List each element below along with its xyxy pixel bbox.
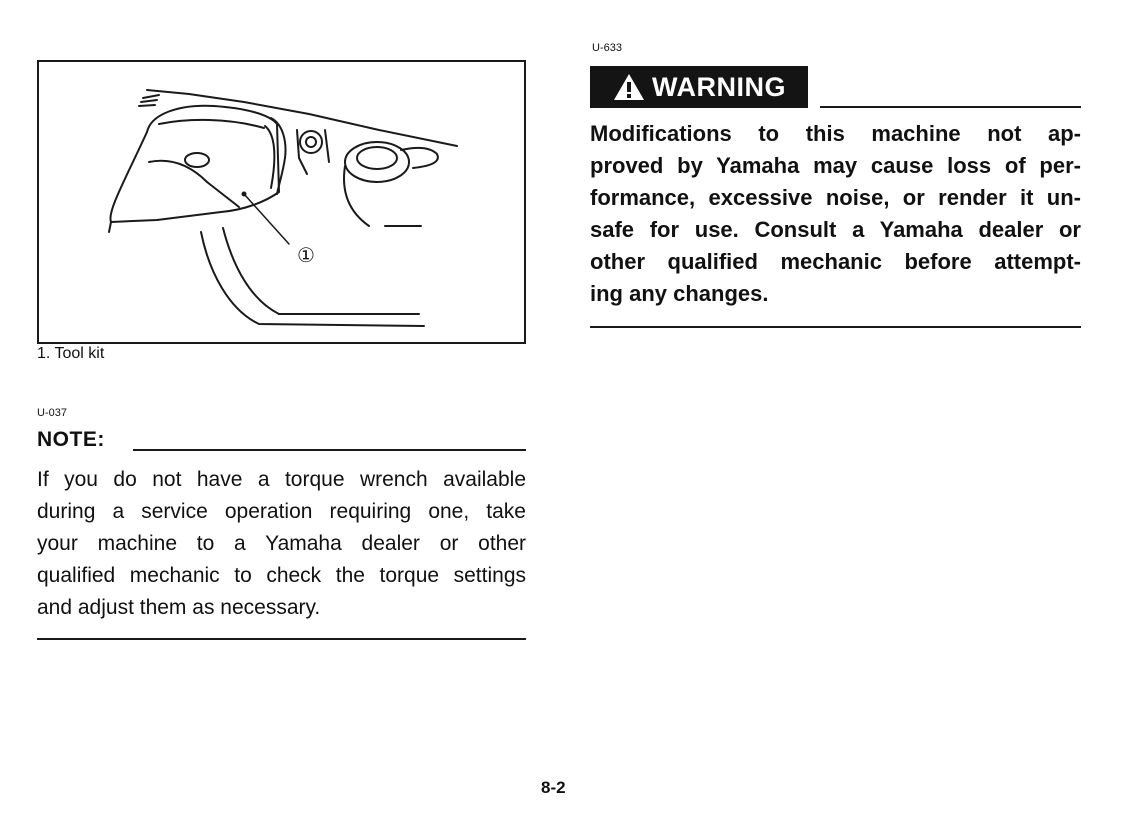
warning-line: safe for use. Consult a Yamaha dealer or	[590, 217, 1081, 242]
note-line: If you do not have a torque wrench available	[37, 468, 526, 491]
warning-code: U-633	[592, 42, 622, 54]
callout-number: ①	[297, 243, 315, 267]
tool-kit-figure	[37, 60, 526, 344]
note-line: your machine to a Yamaha dealer or other	[37, 532, 526, 555]
warning-heading-rule	[820, 106, 1081, 108]
warning-line: other qualified mechanic before attempt-	[590, 249, 1081, 274]
note-line: during a service operation requiring one, take	[37, 500, 526, 523]
figure-caption: 1. Tool kit	[37, 345, 105, 362]
tool-kit-illustration	[39, 62, 524, 342]
note-code: U-037	[37, 407, 67, 419]
note-line: and adjust them as necessary.	[37, 596, 321, 619]
warning-line: formance, excessive noise, or render it un-	[590, 185, 1081, 210]
page-number: 8-2	[541, 778, 566, 797]
note-line: qualified mechanic to check the torque settings	[37, 564, 526, 587]
warning-line: Modifications to this machine not ap-	[590, 121, 1081, 146]
warning-title: WARNING	[652, 71, 786, 102]
note-heading: NOTE:	[37, 428, 105, 451]
note-heading-rule	[133, 449, 526, 451]
warning-triangle-icon	[612, 72, 646, 102]
note-body	[37, 464, 526, 624]
warning-line: ing any changes.	[590, 281, 769, 306]
warning-line: proved by Yamaha may cause loss of per-	[590, 153, 1081, 178]
warning-bottom-rule	[590, 326, 1081, 328]
warning-body	[590, 118, 1081, 310]
note-bottom-rule	[37, 638, 526, 640]
warning-banner	[590, 66, 808, 108]
